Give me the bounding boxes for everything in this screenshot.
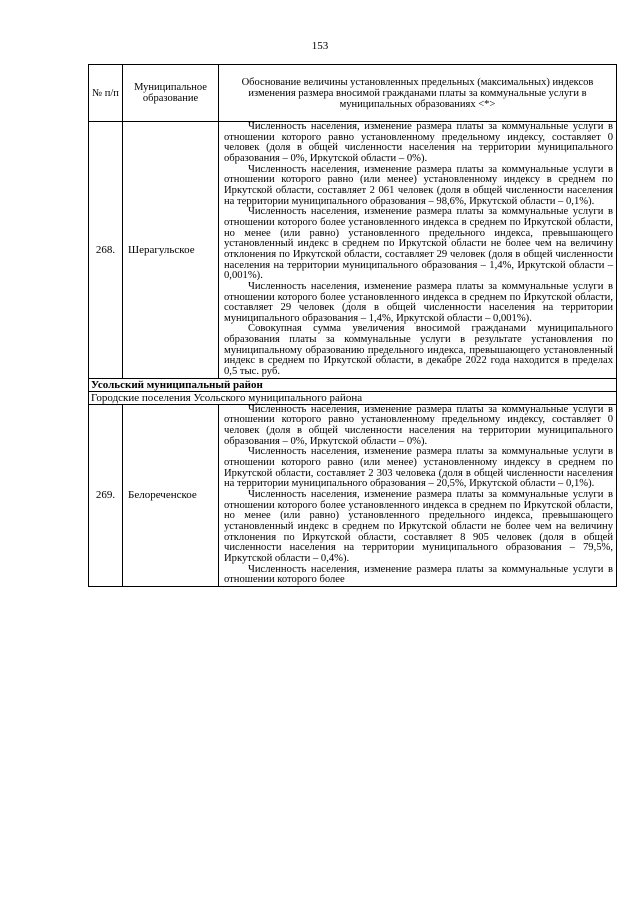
district-title: Усольский муниципальный район: [89, 378, 617, 391]
table-row: [89, 122, 617, 379]
municipality-name: Белореченское: [123, 404, 219, 586]
table-header: [89, 65, 617, 122]
settlements-title: Городские поселения Усольского муниципального района: [89, 391, 617, 404]
paragraph: Численность населения, изменение размера платы за коммунальные услуги в отношении которого равно (или менее) установленному индексу в среднем по Иркутской области, составляет 2 303 человека (доля в общей численности населения на территории муниципального образования – 20,5%, Иркутской области – 0,1%).: [224, 446, 613, 490]
row-number: 269.: [89, 404, 123, 586]
table-row: [89, 404, 617, 586]
row-number: 268.: [89, 122, 123, 379]
paragraph: Численность населения, изменение размера платы за коммунальные услуги в отношении которого более установленного индекса в среднем по Иркутской области, но менее (или равно) установленного предельного индекса, превышающего установленный индекс в среднем по Иркутской области не более чем на величину отклонения по Иркутской области, составляет 29 человек (доля в общей численности населения на территории муниципального образования – 1,4%, Иркутской области – 0,001%).: [224, 206, 613, 282]
paragraph: Численность населения, изменение размера платы за коммунальные услуги в отношении которого равно установленному предельному индексу, составляет 0 человек (доля в общей численности населения на территории муниципального образования – 0%, Иркутской области – 0%).: [224, 403, 613, 447]
paragraph: Численность населения, изменение размера платы за коммунальные услуги в отношении которого более: [224, 563, 613, 586]
paragraph: Численность населения, изменение размера платы за коммунальные услуги в отношении которого равно установленному предельному индексу, составляет 0 человек (доля в общей численности населения на территории муниципального образования – 0%, Иркутской области – 0%).: [224, 121, 613, 164]
settlements-row: [89, 391, 617, 404]
page-number: 153: [311, 40, 329, 52]
municipality-name: Шерагульское: [123, 122, 219, 379]
justification-cell: [219, 404, 617, 586]
district-row: [89, 378, 617, 391]
paragraph: Численность населения, изменение размера платы за коммунальные услуги в отношении которого более установленного индекса в среднем по Иркутской области, составляет 29 человек (доля в общей численности населения на территории муниципального образования – 1,4%, Иркутской области – 0,001%).: [224, 280, 613, 324]
paragraph: Совокупная сумма увеличения вносимой гражданами муниципального образования платы за коммунальные услуги в результате установления по муниципальному образованию предельного индекса, превышающего установленный индекс в среднем по Иркутской области, в декабре 2022 года находится в пределах 0,5 тыс. руб.: [224, 323, 613, 378]
justification-cell: [219, 122, 617, 379]
header-justification: Обоснование величины установленных предельных (максимальных) индексов изменения размера вносимой гражданами платы за коммунальные услуги в муниципальных образованиях <*>: [219, 65, 617, 122]
header-number: № п/п: [89, 65, 123, 122]
header-municipality: Муниципальное образование: [123, 65, 219, 122]
paragraph: Численность населения, изменение размера платы за коммунальные услуги в отношении которого более установленного индекса в среднем по Иркутской области, но менее (или равно) установленного предельного индекса, превышающего установленный индекс в среднем по Иркутской области не более чем на величину отклонения по Иркутской области, составляет 8 905 человек (доля в общей численности населения на территории муниципального образования – 79,5%, Иркутской области – 0,4%).: [224, 489, 613, 564]
indices-table: [88, 64, 617, 587]
paragraph: Численность населения, изменение размера платы за коммунальные услуги в отношении которого равно (или менее) установленному индексу в среднем по Иркутской области, составляет 2 061 человек (доля в общей численности населения на территории муниципального образования – 98,6%, Иркутской области – 0,1%).: [224, 163, 613, 207]
